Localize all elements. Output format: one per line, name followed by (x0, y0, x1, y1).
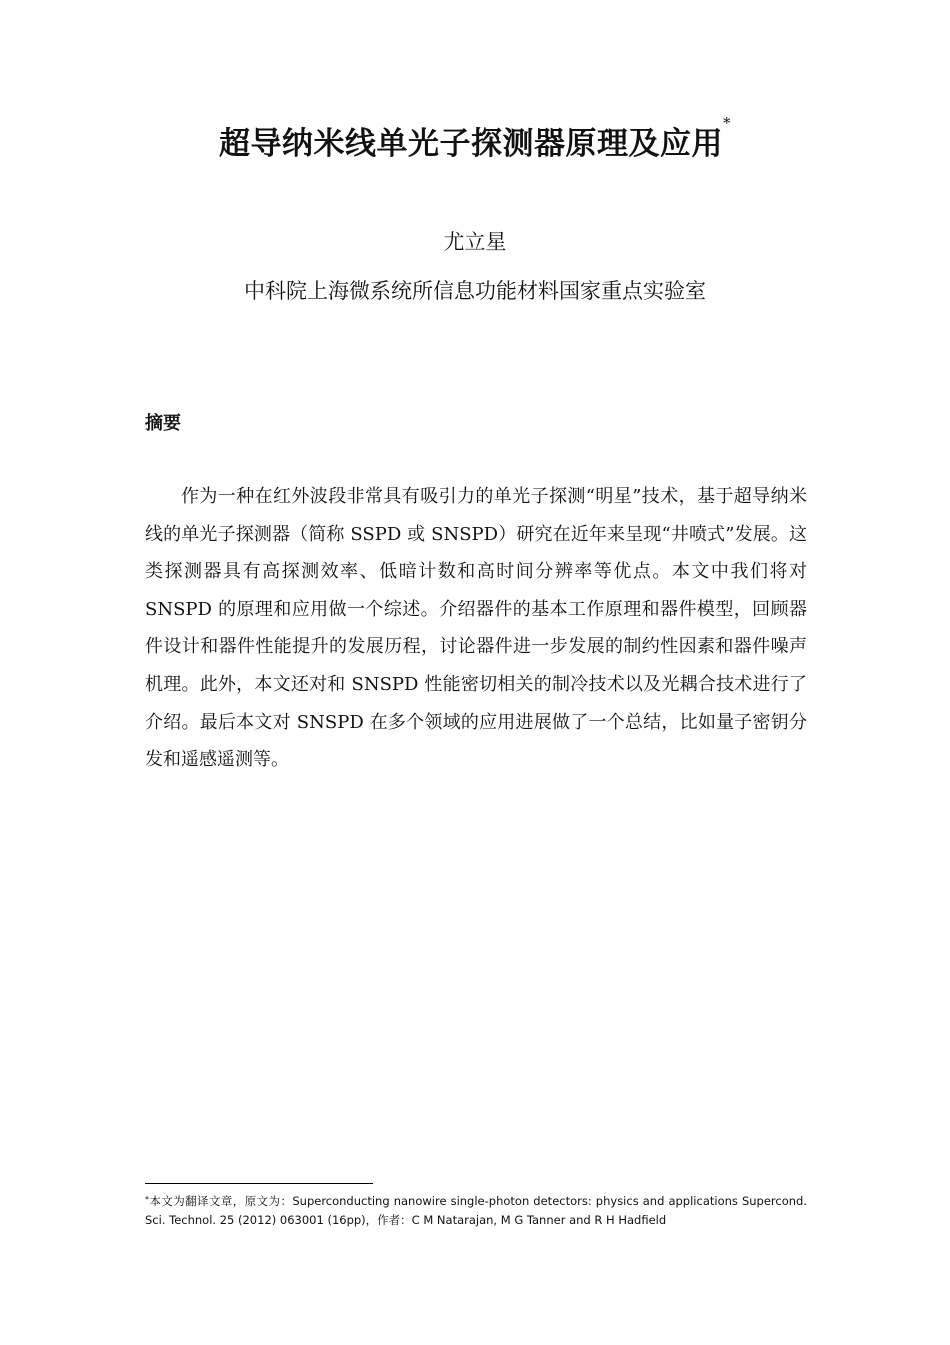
author-affiliation: 中科院上海微系统所信息功能材料国家重点实验室 (244, 279, 706, 303)
abstract-body: 作为一种在红外波段非常具有吸引力的单光子探测“明星”技术，基于超导纳米线的单光子探测器（简称 SSPD 或 SNSPD）研究在近年来呈现“井喷式”发展。这类探测器具有高探测效率、低暗计数和高时间分辨率等优点。本文中我们将对 SNSPD 的原理和应用做一个综述。介绍器件的基本工作原理和器件模型，回顾器件设计和器件性能提升的发展历程，讨论器件进一步发展的制约性因素和器件噪声机理。此外，本文还对和 SNSPD 性能密切相关的制冷技术以及光耦合技术进行了介绍。最后本文对 SNSPD 在多个领域的应用进展做了一个总结，比如量子密钥分发和遥感遥测等。 (145, 486, 807, 771)
author-name: 尤立星 (443, 230, 507, 254)
paper-title (0, 114, 950, 163)
abstract-heading: 摘要 (145, 413, 181, 434)
title-text: 超导纳米线单光子探测器原理及应用 (219, 126, 723, 162)
footnote-divider (145, 1183, 373, 1184)
footnote-mark: * (145, 1195, 149, 1204)
footnote (145, 1192, 807, 1230)
title-footnote-mark: * (723, 114, 731, 132)
footnote-text: 本文为翻译文章，原文为：Superconducting nanowire single-photon detectors: physics and applications Supercond. Sci. Technol. 25 (2012) 063001 (16pp)，作者：C M Natarajan, M G Tanner and R H Hadfield (145, 1194, 807, 1227)
